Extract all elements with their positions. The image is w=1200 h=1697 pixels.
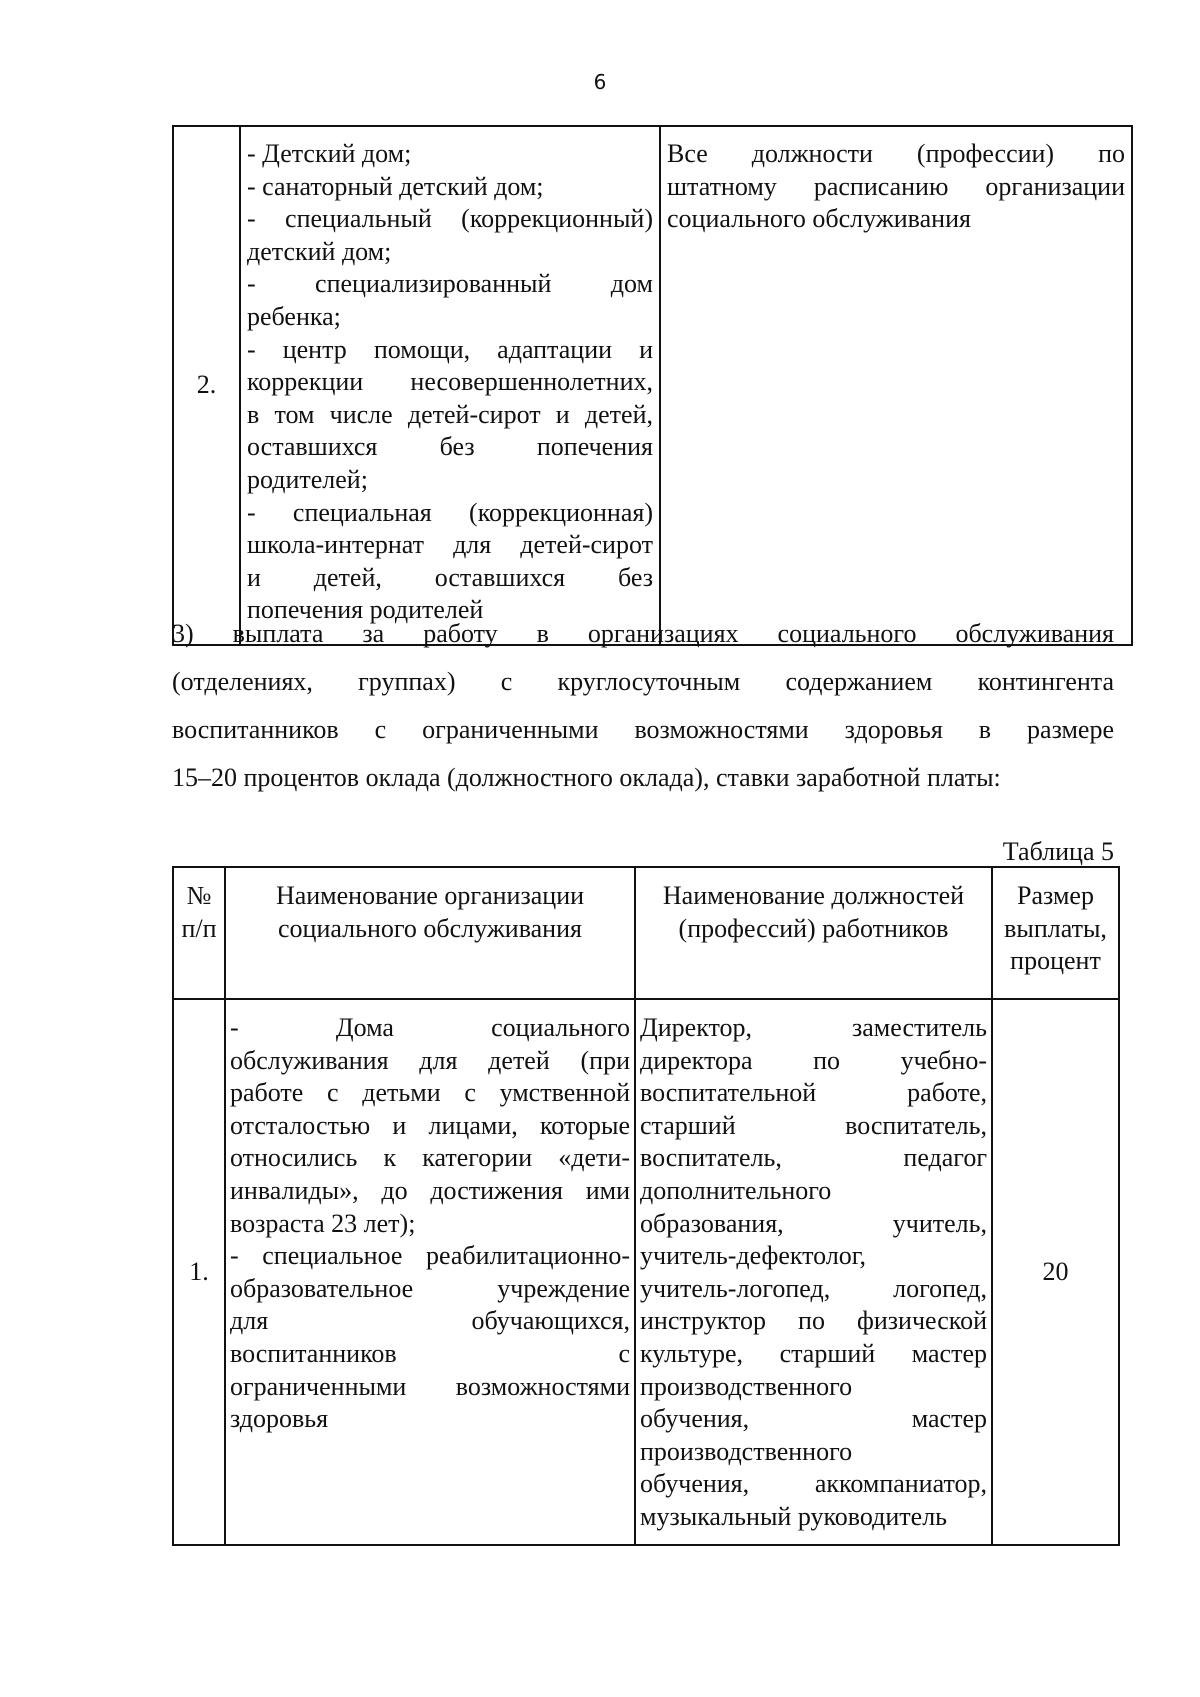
table-row — [173, 999, 1119, 1545]
cell-line: Все должности (профессии) по — [667, 139, 1125, 168]
cell-line: ограниченными возможностями — [230, 1371, 630, 1401]
header-line: (профессий) работников — [678, 913, 949, 943]
cell-line: воспитатель, педагог — [640, 1143, 987, 1173]
positions-cell — [635, 999, 992, 1545]
cell-line: дополнительного — [640, 1175, 832, 1205]
cell-line: - специализированный дом — [247, 269, 653, 299]
cell-line: - санаторный детский дом; — [247, 171, 544, 201]
cell-line: для обучающихся, — [230, 1306, 630, 1336]
cell-line: школа-интернат для детей-сирот — [247, 530, 653, 560]
positions-text — [640, 1012, 987, 1534]
cell-line: оставшихся без попечения — [247, 432, 653, 462]
header-positions — [635, 867, 992, 999]
cell-line: - специальный (коррекционный) — [247, 204, 653, 234]
organization-cell — [225, 999, 635, 1545]
cell-line: здоровья — [230, 1404, 329, 1434]
header-line: Наименование должностей — [662, 881, 965, 910]
header-payment — [992, 867, 1119, 999]
table-row — [173, 126, 1132, 645]
header-line: п/п — [181, 913, 217, 943]
cell-line: возраста 23 лет); — [230, 1208, 416, 1238]
cell-line: старший воспитатель, — [640, 1110, 987, 1140]
cell-line: воспитанников с — [230, 1338, 630, 1368]
cell-line: учитель-логопед, логопед, — [640, 1273, 987, 1303]
cell-line: инвалиды», до достижения ими — [230, 1175, 630, 1205]
header-number — [173, 867, 225, 999]
paragraph-line: 15–20 процентов оклада (должностного оклада), ставки заработной платы: — [172, 763, 1001, 792]
cell-line: относились к категории «дети- — [230, 1143, 630, 1173]
organization-text — [247, 138, 653, 627]
cell-line: штатному расписанию организации — [667, 171, 1125, 201]
cell-line: ребенка; — [247, 301, 341, 331]
header-line: процент — [1010, 946, 1101, 976]
cell-line: производственного — [640, 1436, 853, 1466]
cell-line: попечения родителей — [247, 595, 484, 625]
cell-line: обучения, мастер — [640, 1404, 987, 1434]
cell-line: - специальная (коррекционная) — [247, 497, 653, 527]
cell-line: коррекции несовершеннолетних, — [247, 367, 653, 397]
cell-line: музыкальный руководитель — [640, 1501, 948, 1531]
cell-line: - центр помощи, адаптации и — [247, 334, 653, 364]
cell-line: Директор, заместитель — [640, 1013, 987, 1042]
cell-line: учитель-дефектолог, — [640, 1241, 867, 1271]
row-number: 1. — [173, 999, 225, 1545]
table-5 — [172, 866, 1120, 1546]
cell-line: директора по учебно- — [640, 1045, 987, 1075]
cell-line: и детей, оставшихся без — [247, 562, 653, 592]
cell-line: в том числе детей-сирот и детей, — [247, 399, 653, 429]
paragraph-3 — [172, 610, 1114, 802]
cell-line: - специальное реабилитационно- — [230, 1241, 630, 1271]
paragraph-line: 3) выплата за работу в организациях социального обслуживания — [172, 619, 1114, 648]
cell-line: обучения, аккомпаниатор, — [640, 1469, 987, 1499]
organization-cell — [240, 126, 660, 645]
header-line: Размер — [1017, 881, 1094, 910]
cell-line: отсталостью и лицами, которые — [230, 1110, 630, 1140]
cell-line: производственного — [640, 1371, 853, 1401]
paragraph-line: (отделениях, группах) с круглосуточным содержанием контингента — [172, 667, 1114, 696]
table-header-row — [173, 867, 1119, 999]
cell-line: образования, учитель, — [640, 1208, 987, 1238]
header-line: социального обслуживания — [278, 913, 582, 943]
cell-line: родителей; — [247, 464, 368, 494]
cell-line: обслуживания для детей (при — [230, 1045, 630, 1075]
cell-line: - Дома социального — [230, 1013, 630, 1042]
payment-cell: 20 — [992, 999, 1119, 1545]
header-organization — [225, 867, 635, 999]
positions-text — [667, 138, 1125, 236]
cell-line: работе с детьми с умственной — [230, 1078, 630, 1108]
cell-line: социального обслуживания — [667, 204, 971, 234]
cell-line: инструктор по физической — [640, 1306, 987, 1336]
cell-line: воспитательной работе, — [640, 1078, 987, 1108]
paragraph-line: воспитанников с ограниченными возможностями здоровья в размере — [172, 715, 1114, 744]
row-number: 2. — [173, 126, 240, 645]
header-line: Наименование организации — [275, 881, 585, 910]
header-line: № — [186, 881, 212, 910]
cell-line: образовательное учреждение — [230, 1273, 630, 1303]
page-number: 6 — [593, 70, 607, 94]
positions-cell — [660, 126, 1132, 645]
cell-line: детский дом; — [247, 236, 392, 266]
cell-line: культуре, старший мастер — [640, 1338, 987, 1368]
cell-line: - Детский дом; — [247, 139, 412, 168]
header-line: выплаты, — [1004, 913, 1107, 943]
table-caption: Таблица 5 — [1002, 837, 1114, 866]
organization-text — [230, 1012, 630, 1436]
continued-table — [172, 125, 1133, 646]
